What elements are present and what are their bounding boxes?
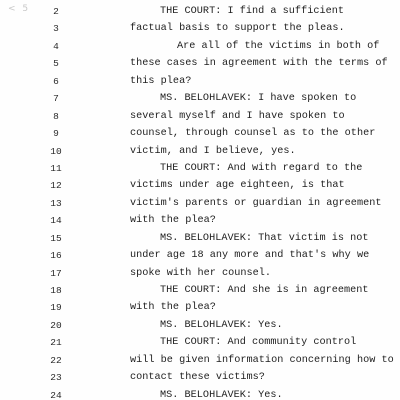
line-number: 24: [50, 389, 62, 400]
line-text: factual basis to support the pleas.: [130, 23, 345, 35]
line-text: MS. BELOHLAVEK: I have spoken to: [160, 93, 357, 105]
margin-mark: < 5: [8, 4, 31, 14]
transcript-line: [0, 177, 400, 194]
line-text: will be given information concerning how to: [130, 354, 394, 366]
line-number: 18: [50, 285, 62, 296]
line-number: 22: [50, 354, 62, 366]
line-text: counsel, through counsel as to the other: [130, 128, 376, 140]
line-number: 7: [53, 93, 59, 105]
line-text: this plea?: [130, 75, 192, 87]
line-number: 5: [53, 58, 59, 70]
line-number: 6: [53, 75, 59, 87]
transcript-line: [0, 195, 400, 212]
line-number: 16: [50, 250, 62, 262]
line-number: 3: [53, 23, 59, 35]
transcript-line: [0, 20, 400, 37]
transcript-line: [0, 108, 400, 125]
line-text: with the plea?: [130, 215, 216, 227]
transcript-line: [0, 369, 400, 386]
transcript-line: [0, 125, 400, 142]
line-number: 2: [53, 6, 59, 17]
line-text: MS. BELOHLAVEK: Yes.: [160, 319, 283, 331]
line-number: 11: [50, 162, 62, 174]
line-number: 8: [53, 110, 59, 122]
transcript-line: [0, 282, 400, 299]
transcript-line: [0, 3, 400, 20]
transcript-line: [0, 38, 400, 55]
line-number: 13: [50, 197, 62, 209]
transcript-line: [0, 212, 400, 229]
line-text: MS. BELOHLAVEK: That victim is not: [160, 232, 369, 244]
transcript-line: [0, 55, 400, 72]
transcript-line: [0, 230, 400, 247]
line-text: with the plea?: [130, 302, 216, 314]
line-number: 15: [50, 232, 62, 244]
transcript-line: [0, 247, 400, 264]
line-text: these cases in agreement with the terms of: [130, 58, 388, 70]
line-number: 19: [50, 302, 62, 314]
line-text: contact these victims?: [130, 372, 265, 384]
line-text: spoke with her counsel.: [130, 267, 272, 279]
line-number: 23: [50, 372, 62, 384]
line-text: THE COURT: And with regard to the: [160, 162, 363, 174]
line-text: THE COURT: And community control: [160, 337, 357, 349]
transcript-line: [0, 334, 400, 351]
transcript-line: [0, 299, 400, 316]
line-number: 14: [50, 215, 62, 227]
transcript-line: [0, 73, 400, 90]
line-text: victim's parents or guardian in agreement: [130, 197, 382, 209]
line-number: 20: [50, 319, 62, 331]
line-text: victim, and I believe, yes.: [130, 145, 296, 157]
line-number: 17: [50, 267, 62, 279]
line-number: 4: [53, 40, 59, 52]
transcript-line: [0, 143, 400, 160]
line-text: THE COURT: I find a sufficient: [160, 6, 345, 17]
line-text: several myself and I have spoken to: [130, 110, 345, 122]
line-number: 9: [53, 128, 59, 140]
line-text: under age 18 any more and that's why we: [130, 250, 370, 262]
line-number: 21: [50, 337, 62, 349]
line-text: Are all of the victims in both of: [177, 40, 380, 52]
line-text: MS. BELOHLAVEK: Yes.: [160, 389, 283, 400]
transcript-line: [0, 317, 400, 334]
line-number: 10: [50, 145, 62, 157]
line-text: THE COURT: And she is in agreement: [160, 285, 369, 296]
line-text: victims under age eighteen, is that: [130, 180, 345, 192]
transcript-line: [0, 160, 400, 177]
transcript-lines: [0, 3, 400, 400]
transcript-line: [0, 265, 400, 282]
transcript-line: [0, 387, 400, 400]
transcript-line: [0, 352, 400, 369]
line-number: 12: [50, 180, 62, 192]
transcript-line: [0, 90, 400, 107]
